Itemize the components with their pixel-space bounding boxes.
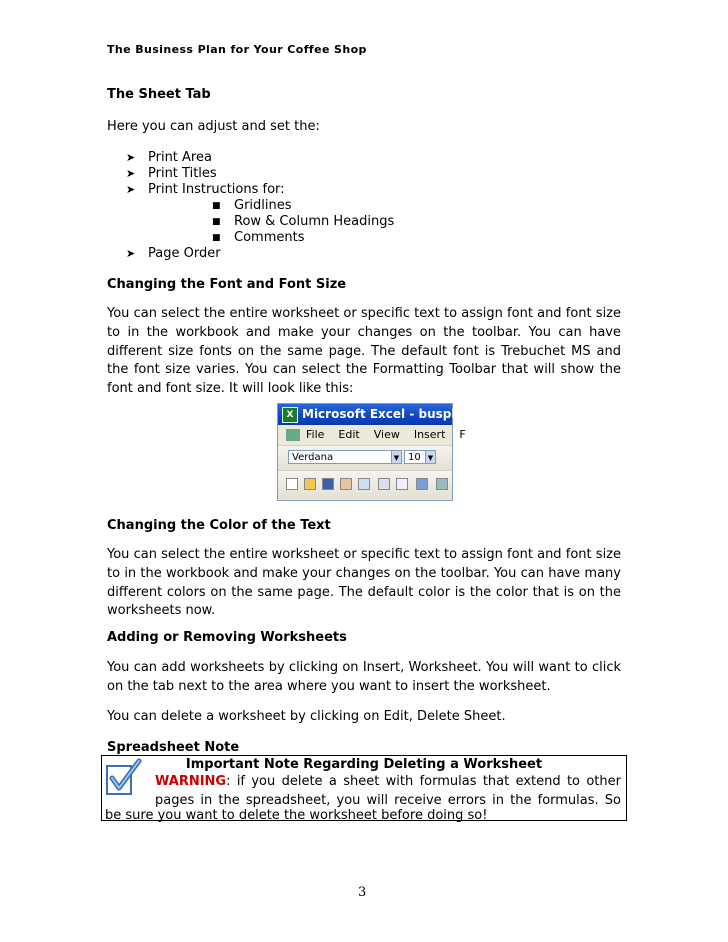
save-icon <box>322 478 334 490</box>
print-preview-icon <box>396 478 408 490</box>
dropdown-arrow-icon: ▼ <box>425 450 436 464</box>
delete-worksheet-paragraph: You can delete a worksheet by clicking on Edit, Delete Sheet. <box>107 709 506 724</box>
square-bullet-icon: ■ <box>212 233 221 243</box>
checkmark-icon <box>105 758 143 800</box>
warning-label: WARNING <box>155 774 227 789</box>
research-icon <box>436 478 448 490</box>
square-bullet-icon: ■ <box>212 201 221 211</box>
heading-color: Changing the Color of the Text <box>107 518 331 533</box>
font-paragraph: You can select the entire worksheet or specific text to assign font and font size to in the workbook and make your changes on the toolbar. You can have different size fonts on the same page. The default font is Trebuchet MS and the font size varies. You can select the Formatting Toolbar that will show the font and font size. It will look like this: <box>107 306 621 397</box>
excel-logo-icon: X <box>282 407 298 423</box>
color-paragraph: You can select the entire worksheet or specific text to assign font and font size to in the workbook and make your changes on the toolbar. You can have many different colors on the same page. The default color is the color that is on the worksheets now. <box>107 547 621 619</box>
list-item: ➤ Print Instructions for: <box>126 182 285 197</box>
sub-list-item: ■ Gridlines <box>212 198 292 213</box>
email-icon <box>358 478 370 490</box>
square-bullet-icon: ■ <box>212 217 221 227</box>
warning-note-box <box>101 755 627 821</box>
heading-sheet-tab: The Sheet Tab <box>107 87 211 102</box>
print-icon <box>378 478 390 490</box>
permission-icon <box>340 478 352 490</box>
excel-menu-bar: File Edit View Insert F <box>278 425 452 446</box>
sub-list-item: ■ Row & Column Headings <box>212 214 395 229</box>
warning-line-1: WARNING: if you delete a sheet with formulas that extend to other <box>155 774 621 789</box>
page-number: 3 <box>358 885 367 900</box>
list-item: ➤ Print Area <box>126 150 212 165</box>
list-item: ➤ Page Order <box>126 246 221 261</box>
excel-title-bar: X Microsoft Excel - busplansp <box>278 404 452 425</box>
running-header: The Business Plan for Your Coffee Shop <box>107 43 367 56</box>
add-worksheet-paragraph: You can add worksheets by clicking on Insert, Worksheet. You will want to click on the tab next to the area where you want to insert the worksheet. <box>107 660 621 694</box>
heading-font: Changing the Font and Font Size <box>107 277 347 292</box>
sheet-tab-intro: Here you can adjust and set the: <box>107 119 320 134</box>
heading-worksheets: Adding or Removing Worksheets <box>107 630 347 645</box>
workbook-icon <box>286 429 300 441</box>
warning-line-2: pages in the spreadsheet, you will receive errors in the formulas. So <box>155 793 621 808</box>
note-title: Important Note Regarding Deleting a Worksheet <box>185 757 543 772</box>
arrow-bullet-icon: ➤ <box>126 183 136 196</box>
arrow-bullet-icon: ➤ <box>126 151 136 164</box>
formatting-toolbar <box>278 446 452 471</box>
dropdown-arrow-icon: ▼ <box>391 450 402 464</box>
excel-toolbar-screenshot <box>277 403 488 501</box>
arrow-bullet-icon: ➤ <box>126 247 136 260</box>
spelling-icon <box>416 478 428 490</box>
font-size-box: 10 <box>404 450 434 464</box>
heading-spreadsheet-note: Spreadsheet Note <box>107 740 240 755</box>
font-name-box: Verdana <box>288 450 402 464</box>
standard-toolbar <box>278 471 452 499</box>
arrow-bullet-icon: ➤ <box>126 167 136 180</box>
open-icon <box>304 478 316 490</box>
list-item: ➤ Print Titles <box>126 166 217 181</box>
warning-line-3: be sure you want to delete the worksheet before doing so! <box>105 808 488 823</box>
new-icon <box>286 478 298 490</box>
sub-list-item: ■ Comments <box>212 230 305 245</box>
